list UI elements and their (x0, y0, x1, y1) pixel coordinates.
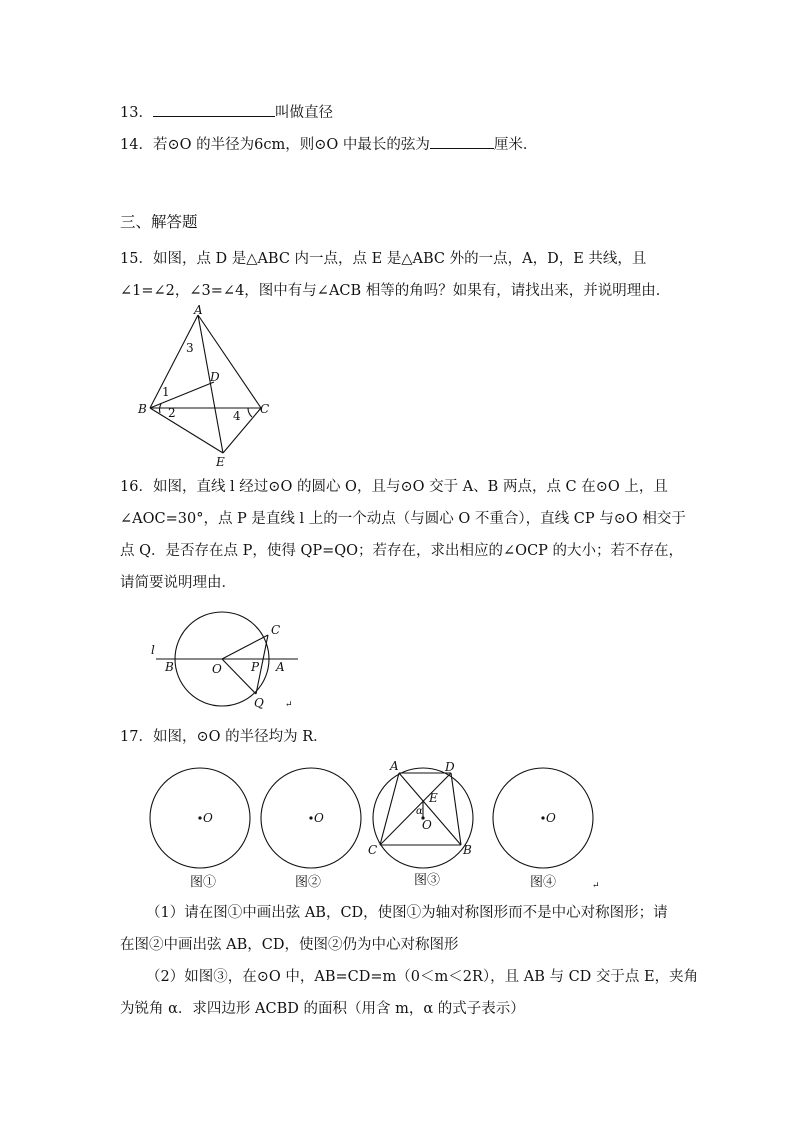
fig3-label-o: O (422, 818, 432, 832)
figure-1-center-label: O (203, 811, 213, 825)
q15-label-e: E (216, 455, 225, 469)
fig3-label-b: B (463, 843, 472, 857)
q15-label-angle-1: 1 (162, 385, 170, 399)
q13-text: 叫做直径 (274, 105, 333, 121)
q16-line-2: ∠AOC=30°，点 P 是直线 l 上的一个动点（与圆心 O 不重合），直线 CP 与⊙O 相交于 (120, 511, 686, 527)
figure-2-caption: 图② (295, 875, 322, 890)
figure-1-center-dot (198, 816, 201, 819)
q16-label-b: B (165, 660, 174, 674)
q14-blank[interactable] (430, 134, 494, 149)
q17-line-1: 17．如图，⊙O 的半径均为 R． (120, 729, 328, 745)
section-title: 三、解答题 (120, 213, 198, 231)
fig3-label-d: D (445, 760, 455, 774)
q16-label-p: P (251, 660, 260, 674)
return-mark: ↵ (285, 700, 293, 710)
q15-figure (130, 305, 290, 470)
question-14 (120, 134, 537, 155)
q16-label-c: C (271, 623, 281, 637)
figure-2-center-dot (309, 816, 312, 819)
figure-1-caption: 图① (190, 875, 217, 890)
q15-line-2: ∠1=∠2，∠3=∠4，图中有与∠ACB 相等的角吗？如果有，请找出来，并说明理由． (120, 283, 671, 299)
q15-label-d: D (210, 370, 220, 384)
q15-segment-ab (150, 315, 198, 408)
figure-4-center-dot (541, 816, 544, 819)
q15-label-angle-4: 4 (233, 409, 241, 423)
q17-sub2-line-1: （2）如图③，在⊙O 中，AB=CD=m（0＜m＜2R），且 AB 与 CD 交于点 E，夹角 (146, 969, 699, 985)
figure-4-caption: 图④ (530, 875, 557, 890)
fig3-chord-ab (399, 773, 461, 845)
q17-sub1-line-2: 在图②中画出弦 AB，CD，使图②仍为中心对称图形 (120, 937, 459, 953)
q15-label-a: A (194, 305, 203, 317)
angle-4-arc (248, 408, 252, 417)
fig3-label-c: C (368, 843, 378, 857)
q15-segment-bd (150, 382, 214, 408)
q16-line-4: 请简要说明理由． (120, 575, 236, 591)
q15-label-c: C (260, 402, 270, 416)
figure-3-caption: 图③ (414, 873, 441, 888)
question-13 (120, 102, 333, 123)
q13-number: 13． (120, 105, 153, 121)
q17-sub2-line-2: 为锐角 α．求四边形 ACBD 的面积（用含 m，α 的式子表示） (120, 1001, 525, 1017)
fig3-label-alpha: α (416, 806, 423, 817)
q15-line-1: 15．如图，点 D 是△ABC 内一点，点 E 是△ABC 外的一点，A，D，E 共线，且 (120, 251, 647, 267)
q17-figures (140, 758, 620, 893)
q15-segment-be (150, 408, 223, 453)
q14-text: 14．若⊙O 的半径为6cm，则⊙O 中最长的弦为 (120, 137, 430, 153)
return-mark: ↵ (592, 881, 600, 891)
q16-label-q: Q (254, 696, 264, 710)
fig3-label-a: A (390, 759, 399, 773)
q16-label-a: A (276, 660, 285, 674)
figure-2-center-label: O (314, 811, 324, 825)
q14-after: 厘米． (493, 137, 538, 153)
q15-label-b: B (138, 402, 147, 416)
q17-sub1-line-1: （1）请在图①中画出弦 AB，CD，使图①为轴对称图形而不是中心对称图形；请 (146, 905, 668, 921)
q13-blank[interactable] (153, 102, 275, 117)
q16-figure (140, 607, 300, 717)
q16-segment-oc (222, 635, 268, 659)
q15-label-angle-2: 2 (168, 406, 176, 420)
q15-label-angle-3: 3 (186, 341, 194, 355)
q16-line-3: 点 Q．是否存在点 P，使得 QP=QO；若存在，求出相应的∠OCP 的大小；若不存在， (120, 543, 684, 559)
fig3-segment-ac (380, 773, 399, 845)
figure-4-center-label: O (546, 811, 556, 825)
q16-label-o: O (212, 662, 222, 676)
q16-label-l: l (151, 643, 155, 657)
q15-segment-ac (198, 315, 261, 408)
q16-line-1: 16．如图，直线 l 经过⊙O 的圆心 O，且与⊙O 交于 A、B 两点，点 C 在⊙O 上，且 (120, 479, 668, 495)
q15-segment-ce (223, 408, 261, 453)
fig3-label-e: E (429, 791, 438, 805)
